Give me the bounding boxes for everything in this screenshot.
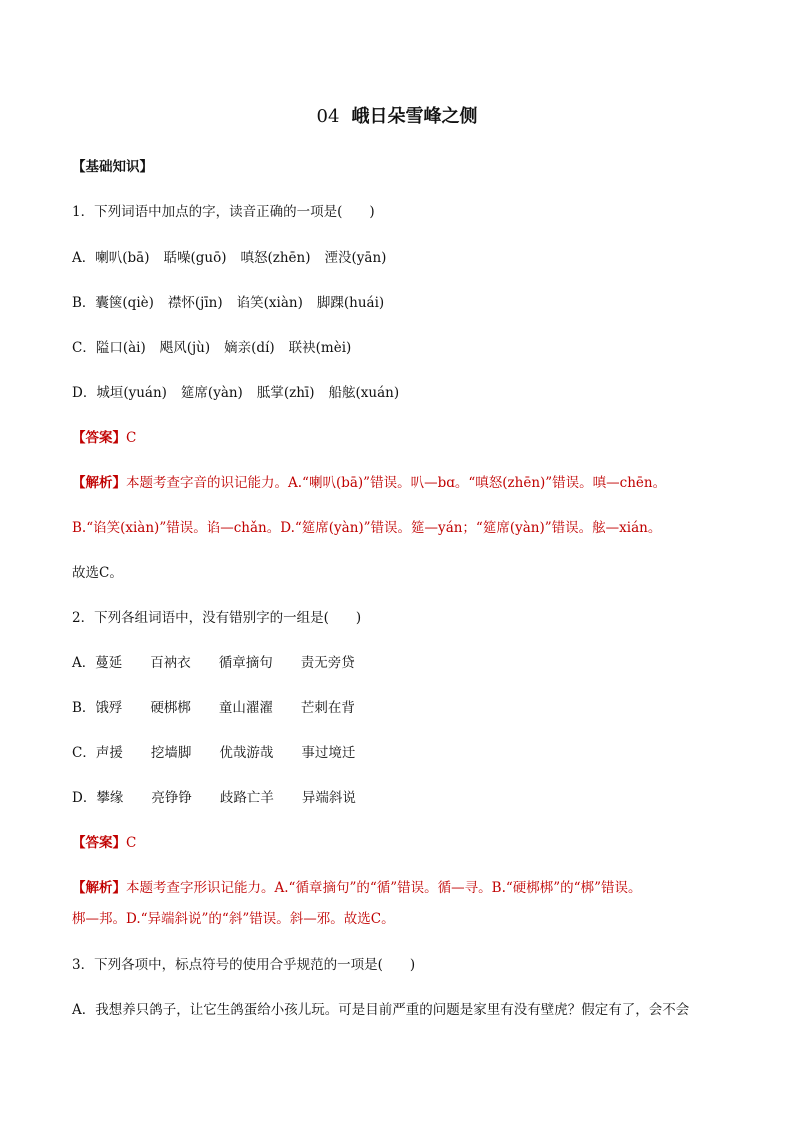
q2-stem: 2．下列各组词语中，没有错别字的一组是( ) [72,610,362,626]
q2-d-1: D．攀缘 [72,790,124,806]
q1-answer-value: C [126,430,137,446]
q1-option-a [72,248,734,268]
q1-a-1: A．喇叭(bā) [72,250,150,266]
q1-stem: 1．下列词语中加点的字，读音正确的一项是( ) [72,204,375,220]
q1-c-4: 联袂(mèi) [288,340,352,356]
q1-analysis-tag: 【解析】 [72,475,126,491]
q2-a-1: A．蔓延 [72,655,123,671]
q1-analysis-line-3: 故选C。 [72,565,123,581]
q1-c-1: C．隘口(ài) [72,340,146,356]
q2-answer-tag: 【答案】 [72,835,126,851]
q2-analysis-tag: 【解析】 [72,880,126,896]
title-text: 峨日朵雪峰之侧 [351,106,478,127]
q1-option-d [72,383,734,403]
q1-analysis-line-2: B.“谄笑(xiàn)”错误。谄—chǎn。D.“筵席(yàn)”错误。筵—yán；“筵席(yàn)”错误。舷—xián。 [72,520,662,536]
q1-analysis-text-1: 本题考查字音的识记能力。A.“喇叭(bā)”错误。叭—bɑ。“嗔怒(zhēn)”错误。嗔—chēn。 [126,475,667,491]
section-heading: 【基础知识】 [72,159,153,175]
q2-option-d [72,788,734,808]
q2-c-1: C．声援 [72,745,123,761]
q2-d-3: 歧路亡羊 [219,790,274,806]
q1-a-2: 聒噪(guō) [163,250,227,266]
q2-option-a [72,653,734,673]
q1-a-4: 湮没(yān) [324,250,387,266]
q2-c-4: 事过境迁 [301,745,356,761]
q2-a-2: 百衲衣 [150,655,191,671]
q3-option-a: A．我想养只鸽子，让它生鸽蛋给小孩儿玩。可是目前严重的问题是家里有没有壁虎？假定有了，会不会 [72,1002,690,1018]
q2-b-1: B．饿殍 [72,700,123,716]
q1-answer-tag: 【答案】 [72,430,126,446]
q1-b-2: 襟怀(jīn) [167,295,223,311]
q1-b-4: 脚踝(huái) [316,295,385,311]
q1-d-1: D．城垣(yuán) [72,385,167,401]
q2-answer [72,833,734,853]
q1-c-3: 嫡亲(dí) [224,340,275,356]
q2-a-3: 循章摘句 [218,655,273,671]
q2-d-4: 异端斜说 [301,790,356,806]
q1-b-3: 谄笑(xiàn) [236,295,303,311]
q1-d-3: 胝掌(zhī) [256,385,315,401]
q2-c-2: 挖墙脚 [150,745,192,761]
title-number: 04 [316,106,340,127]
q1-analysis-line-1 [72,473,734,493]
q2-b-3: 童山濯濯 [218,700,273,716]
q1-c-2: 飓风(jù) [159,340,211,356]
q1-b-1: B．囊箧(qiè) [72,295,154,311]
page-title [0,104,794,130]
q1-a-3: 嗔怒(zhēn) [240,250,311,266]
q1-d-4: 船舷(xuán) [328,385,400,401]
q1-answer [72,428,734,448]
q1-option-c [72,338,734,358]
q2-analysis-line-2: 梆—邦。D.“异端斜说”的“斜”错误。斜—邪。故选C。 [72,911,395,927]
q1-d-2: 筵席(yàn) [180,385,243,401]
q2-b-4: 芒刺在背 [300,700,355,716]
q2-option-c [72,743,734,763]
q2-analysis-line-1 [72,878,734,898]
q2-d-2: 亮铮铮 [151,790,192,806]
q2-a-4: 责无旁贷 [300,655,355,671]
q2-option-b [72,698,734,718]
q2-analysis-text-1: 本题考查字形识记能力。A.“循章摘句”的“循”错误。循—寻。B.“硬梆梆”的“梆”错误。 [126,880,642,896]
q3-stem: 3．下列各项中，标点符号的使用合乎规范的一项是( ) [72,957,416,973]
q2-answer-value: C [126,835,137,851]
q2-b-2: 硬梆梆 [150,700,191,716]
q1-option-b [72,293,734,313]
q2-c-3: 优哉游哉 [219,745,274,761]
